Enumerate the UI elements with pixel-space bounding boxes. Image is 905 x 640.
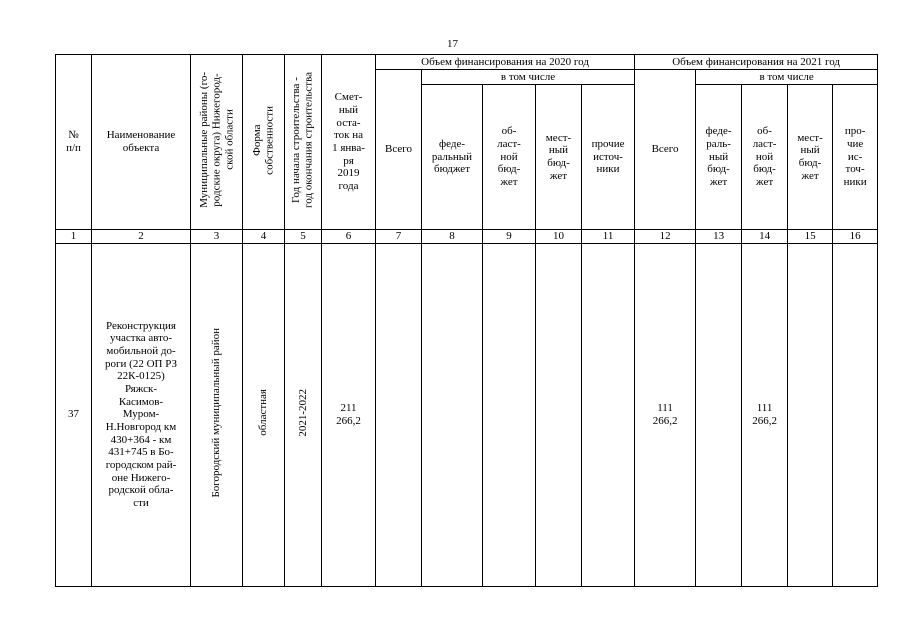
column-number: 3 xyxy=(191,230,243,244)
row-regional-2021: 111 266,2 xyxy=(742,243,788,586)
column-number: 8 xyxy=(422,230,483,244)
header-regional-2020: об- ласт- ной бюд- жет xyxy=(483,85,536,230)
column-number-row xyxy=(56,230,878,244)
column-number: 6 xyxy=(322,230,376,244)
header-group-2020: Объем финансирования на 2020 год xyxy=(376,55,635,70)
row-object-name: Реконструкция участка авто- мобильной до- роги (22 ОП РЗ 22К-0125) Ряжск- Касимов- Муром- Н.Новгород км 430+364 - км 431+745 в Бо- городском рай- оне Нижего- родской обла- сти xyxy=(92,243,191,586)
column-number: 13 xyxy=(696,230,742,244)
column-number: 5 xyxy=(285,230,322,244)
row-other-2020 xyxy=(582,243,635,586)
column-number: 9 xyxy=(483,230,536,244)
column-number: 7 xyxy=(376,230,422,244)
column-number: 15 xyxy=(788,230,833,244)
header-including-2021: в том числе xyxy=(696,70,878,85)
header-federal-2020: феде- ральный бюджет xyxy=(422,85,483,230)
header-total-2021: Всего xyxy=(635,70,696,230)
header-years: Год начала строительства - год окончания строительства xyxy=(285,55,322,230)
row-years: 2021-2022 xyxy=(285,243,322,586)
page-number: 17 xyxy=(447,38,458,50)
header-total-2020: Всего xyxy=(376,70,422,230)
column-number: 10 xyxy=(536,230,582,244)
header-balance: Смет- ный оста- ток на 1 янва- ря 2019 года xyxy=(322,55,376,230)
column-number: 16 xyxy=(833,230,878,244)
header-district: Муниципальные районы (го- родские округа) Нижегород- ской области xyxy=(191,55,243,230)
column-number: 14 xyxy=(742,230,788,244)
header-object-name: Наименование объекта xyxy=(92,55,191,230)
header-including-2020: в том числе xyxy=(422,70,635,85)
column-number: 1 xyxy=(56,230,92,244)
header-local-2021: мест- ный бюд- жет xyxy=(788,85,833,230)
header-regional-2021: об- ласт- ной бюд- жет xyxy=(742,85,788,230)
row-ownership: областная xyxy=(243,243,285,586)
header-federal-2021: феде- раль- ный бюд- жет xyxy=(696,85,742,230)
column-number: 12 xyxy=(635,230,696,244)
financing-table xyxy=(55,54,878,587)
row-district: Богородский муниципальный район xyxy=(191,243,243,586)
row-federal-2021 xyxy=(696,243,742,586)
column-number: 4 xyxy=(243,230,285,244)
row-local-2020 xyxy=(536,243,582,586)
header-group-2021: Объем финансирования на 2021 год xyxy=(635,55,878,70)
row-federal-2020 xyxy=(422,243,483,586)
header-number: № п/п xyxy=(56,55,92,230)
row-local-2021 xyxy=(788,243,833,586)
row-total-2021: 111 266,2 xyxy=(635,243,696,586)
row-other-2021 xyxy=(833,243,878,586)
header-ownership: Форма собственности xyxy=(243,55,285,230)
table-row xyxy=(56,243,878,586)
row-total-2020 xyxy=(376,243,422,586)
column-number: 11 xyxy=(582,230,635,244)
header-other-2021: про- чие ис- точ- ники xyxy=(833,85,878,230)
row-number: 37 xyxy=(56,243,92,586)
header-other-2020: прочие источ- ники xyxy=(582,85,635,230)
column-number: 2 xyxy=(92,230,191,244)
row-balance: 211 266,2 xyxy=(322,243,376,586)
header-local-2020: мест- ный бюд- жет xyxy=(536,85,582,230)
row-regional-2020 xyxy=(483,243,536,586)
